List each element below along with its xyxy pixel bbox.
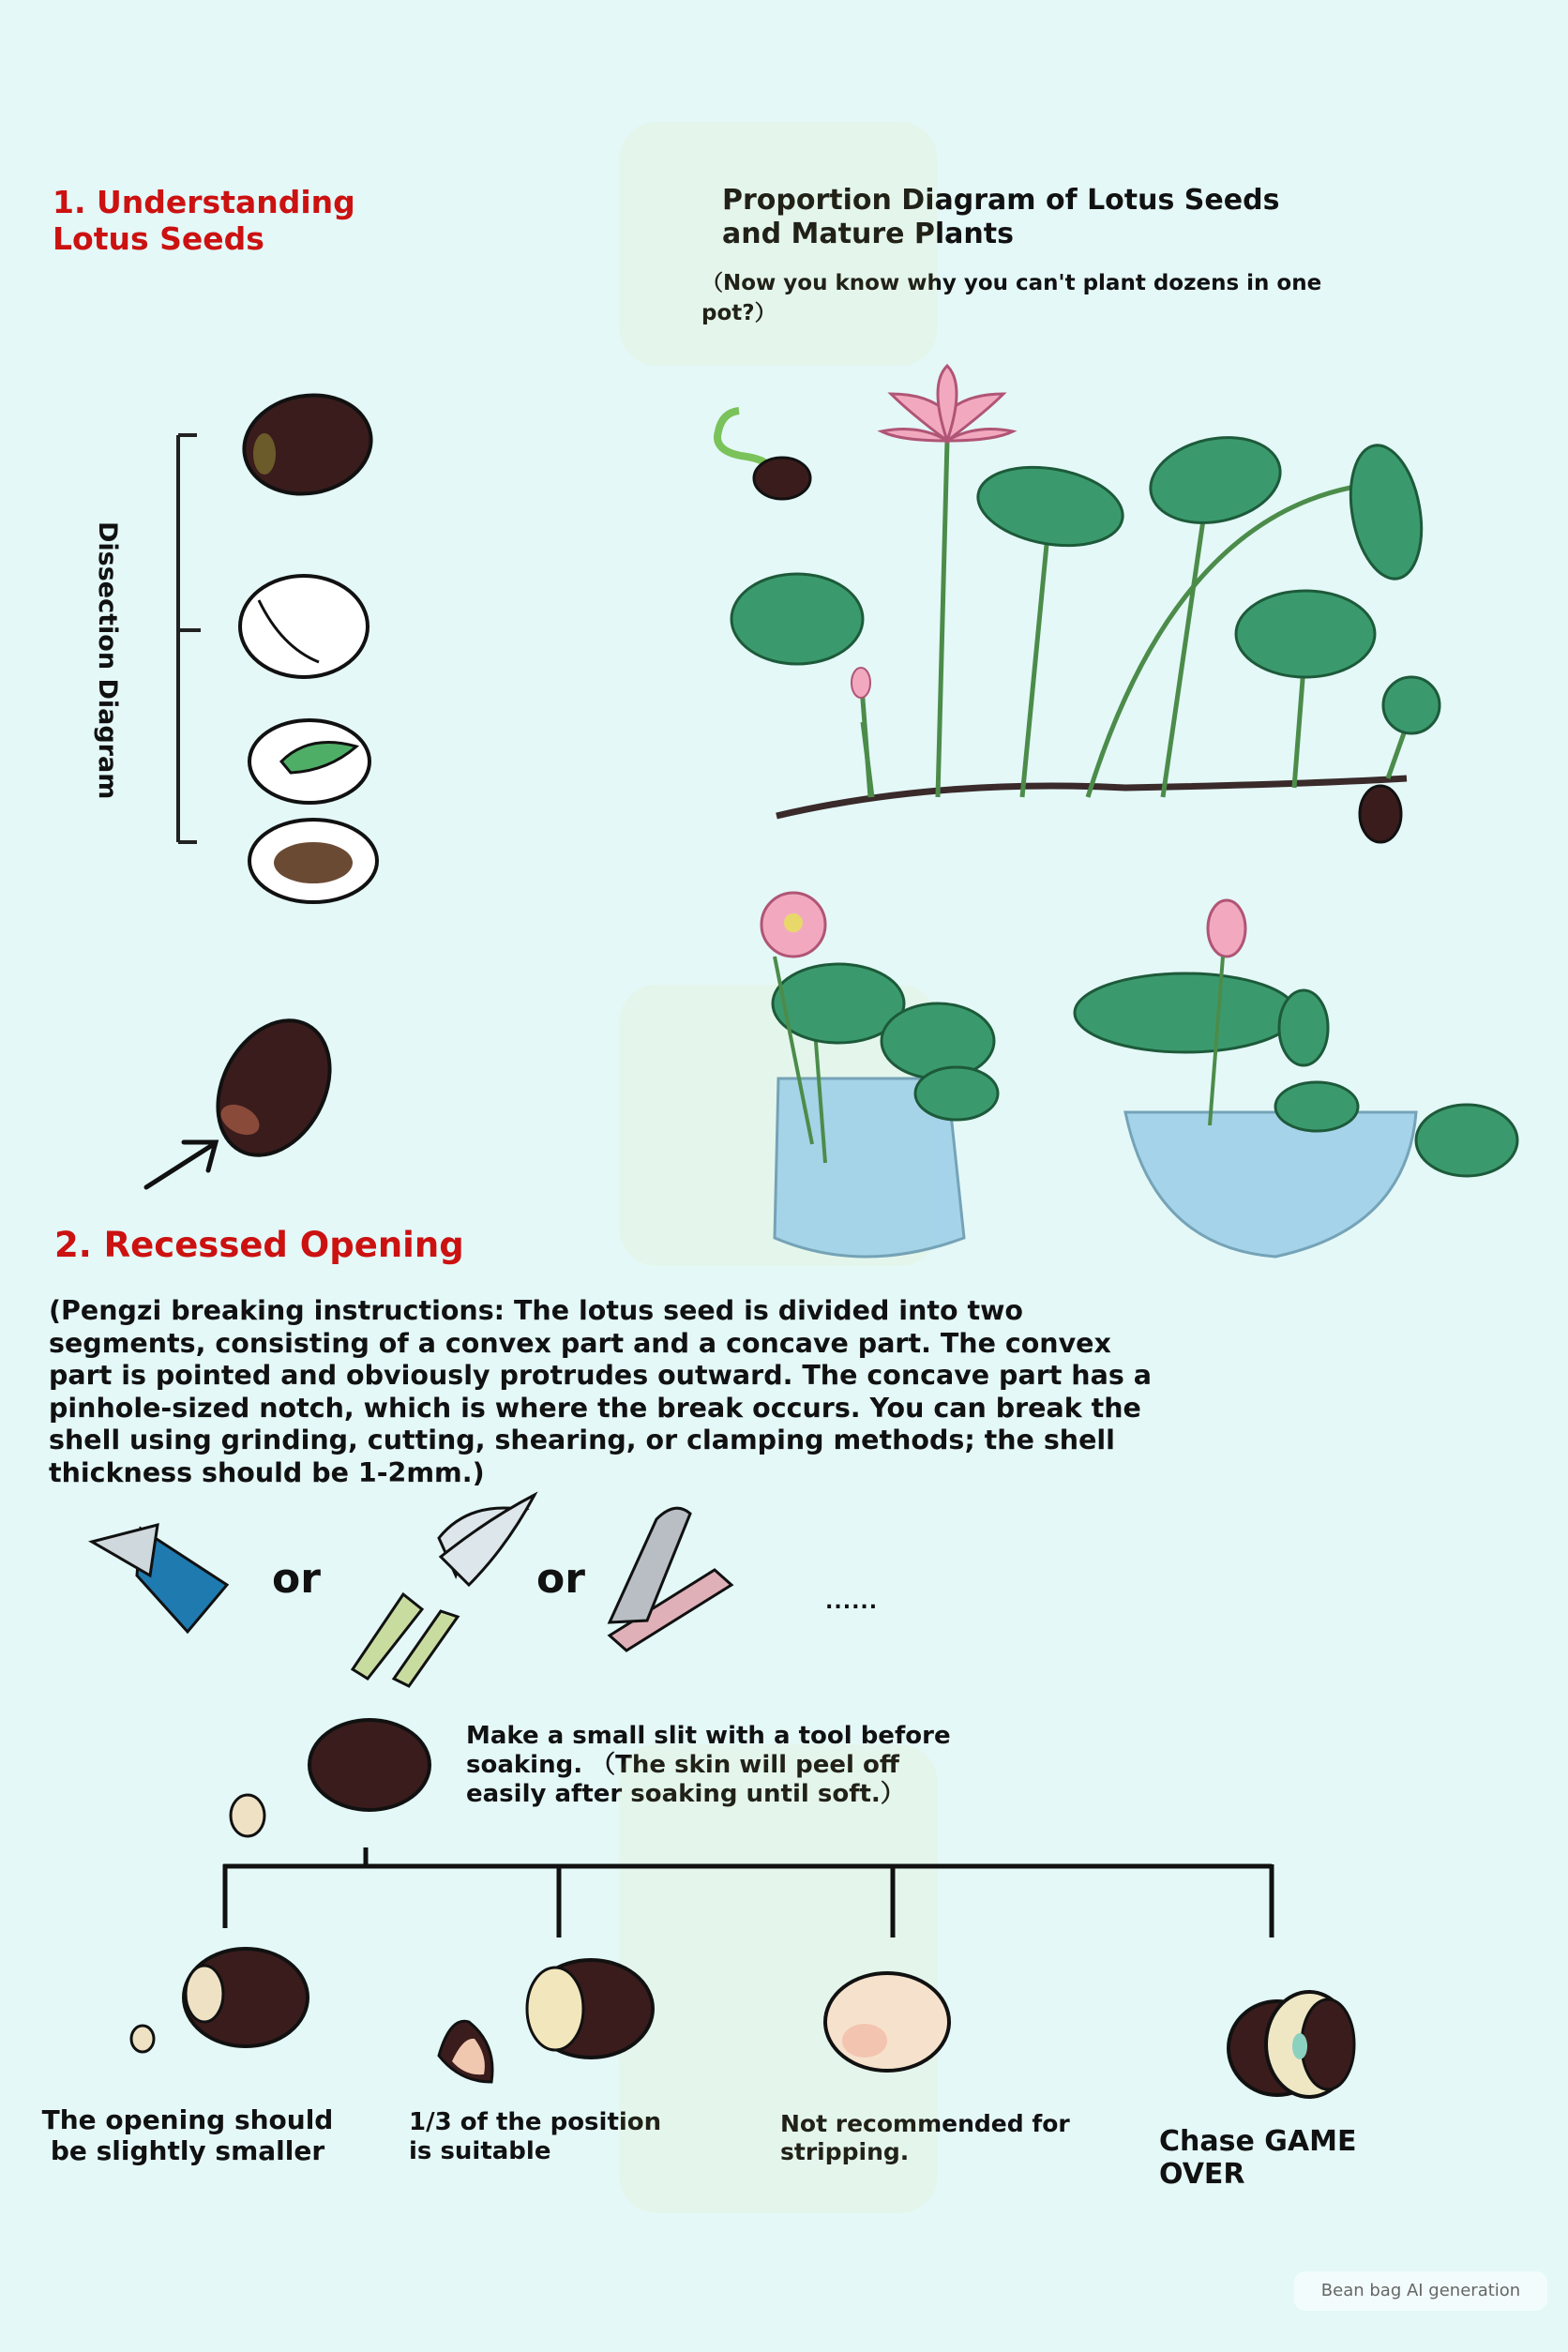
branch-lines [223,1847,1272,1937]
outcome-label-2: 1/3 of the position is suitable [409,2108,662,2165]
outcome-seed-4-icon [1229,1992,1354,2097]
knife-icon [92,1525,227,1632]
lotus-in-bowl [1075,900,1517,1257]
proportion-title: Proportion Diagram of Lotus Seeds and Mature Plants [722,184,1280,250]
rhizome-seed-icon [1360,786,1401,842]
seed-cross-section-icon [249,820,377,902]
lotus-bud-icon [852,668,870,698]
outcome-seed-3-icon [825,1973,949,2071]
lotus-stems [861,441,1410,797]
watermark-label: Bean bag AI generation [1294,2271,1547,2311]
outcome-seed-2-icon [439,1960,653,2082]
notch-seed-icon [196,1002,353,1175]
slit-seed-icon [231,1720,430,1836]
outcome-seed-1-icon [131,1949,308,2052]
dissection-bracket [178,435,201,842]
ellipsis: ...... [825,1591,879,1614]
lotus-leaves [731,426,1440,733]
background-watermark [619,122,938,2213]
lotus-flower-icon [882,366,1013,441]
pruning-shears-icon [353,1495,535,1686]
seed-embryo-icon [249,720,369,803]
or-label-2: or [536,1555,585,1603]
proportion-subtitle: （Now you know why you can't plant dozens in one pot?） [701,271,1322,325]
outcome-label-1: The opening should be slightly smaller [41,2104,334,2166]
dissection-label: Dissection Diagram [93,521,122,800]
rhizome [776,778,1407,816]
arrow-icon [146,1142,216,1187]
peeled-seed-icon [240,576,368,677]
outcome-label-4: Chase GAME OVER [1159,2125,1357,2191]
instructions-text: (Pengzi breaking instructions: The lotus seed is divided into two segments, consisting of a convex part and a concave part. The convex part is pointed and obviously protrudes outward. The concave part has a pinhole-sized notch, which is where the break occurs. You can break the shell using grinding, cutting, shearing, or clamping methods; the shell thickness should be 1-2mm.) [49,1295,1152,1488]
outcome-label-3: Not recommended for stripping. [780,2110,1070,2165]
section1-title: 1. Understanding Lotus Seeds [53,184,355,257]
whole-seed-icon [236,385,379,504]
section2-title: 2. Recessed Opening [54,1225,464,1265]
lotus-in-vase [761,893,998,1257]
or-label-1: or [272,1555,321,1603]
sprouting-seed-icon [717,411,810,499]
nail-clipper-icon [610,1508,731,1651]
slit-note: Make a small slit with a tool before soaking. （The skin will peel off easily after soaking until soft.） [466,1722,951,1808]
